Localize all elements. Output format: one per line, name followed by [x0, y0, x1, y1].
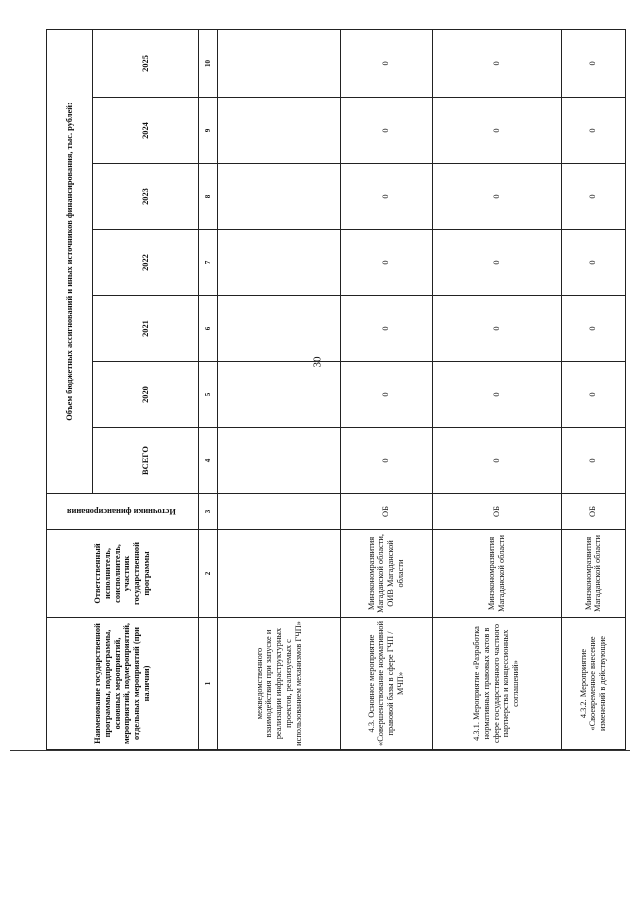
- row-source: ОБ: [432, 494, 561, 530]
- row-responsible: Минэкономразвития Магаданской области: [432, 530, 561, 618]
- row-value: 0: [561, 164, 626, 230]
- col-number: 10: [198, 29, 218, 97]
- column-numbers-row: [198, 29, 218, 749]
- row-value: [218, 428, 340, 494]
- row-value: 0: [340, 362, 432, 428]
- table-row: [218, 29, 340, 749]
- row-value: 0: [340, 230, 432, 296]
- col-number: 9: [198, 98, 218, 164]
- header-row-group: [47, 29, 93, 749]
- row-source: [218, 494, 340, 530]
- row-name: 4.3. Основное мероприятие «Совершенствование нормативной правовой базы в сфере ГЧП / МЧП»: [340, 618, 432, 750]
- row-value: 0: [432, 230, 561, 296]
- header-year-2021: 2021: [93, 296, 199, 362]
- row-value: 0: [561, 428, 626, 494]
- header-year-2024: 2024: [93, 98, 199, 164]
- row-source: ОБ: [340, 494, 432, 530]
- row-value: 0: [432, 29, 561, 97]
- header-responsible: Ответственный исполнитель, соисполнитель, участник государственной программы: [47, 530, 199, 618]
- header-year-2020: 2020: [93, 362, 199, 428]
- row-value: 0: [432, 296, 561, 362]
- row-value: 0: [432, 428, 561, 494]
- header-source: [47, 494, 199, 530]
- page-divider: [10, 750, 630, 751]
- row-value: 0: [340, 98, 432, 164]
- row-responsible: Минэкономразвития Магаданской области: [561, 530, 626, 618]
- header-year-2023: 2023: [93, 164, 199, 230]
- row-source: ОБ: [561, 494, 626, 530]
- row-value: [218, 98, 340, 164]
- row-value: [218, 230, 340, 296]
- row-name: межведомственного взаимодействия при запуске и реализации инфраструктурных проектов, реализуемых с использованием механизмов ГЧП»: [218, 618, 340, 750]
- header-year-2022: 2022: [93, 230, 199, 296]
- col-number: 7: [198, 230, 218, 296]
- row-value: 0: [340, 428, 432, 494]
- row-name: 4.3.1. Мероприятие «Разработка нормативных правовых актов в сфере государственного частного партнерства и концессионных соглашений»: [432, 618, 561, 750]
- row-name: 4.3.2. Мероприятие «Своевременное внесение изменений в действующие: [561, 618, 626, 750]
- col-number: 1: [198, 618, 218, 750]
- table-row: [340, 29, 432, 749]
- col-number: 6: [198, 296, 218, 362]
- row-value: 0: [561, 230, 626, 296]
- row-value: 0: [432, 98, 561, 164]
- row-value: 0: [340, 296, 432, 362]
- row-value: 0: [340, 29, 432, 97]
- financing-table: [46, 29, 626, 750]
- row-value: [218, 362, 340, 428]
- row-responsible: Минэкономразвития Магаданской области, ОИВ Магаданской области: [340, 530, 432, 618]
- table-row: [561, 29, 626, 749]
- row-value: [218, 164, 340, 230]
- header-year-2025: 2025: [93, 29, 199, 97]
- col-number: 5: [198, 362, 218, 428]
- row-value: 0: [432, 362, 561, 428]
- col-number: 4: [198, 428, 218, 494]
- financing-table-container: [46, 30, 626, 750]
- table-row: [432, 29, 561, 749]
- row-value: 0: [561, 98, 626, 164]
- row-value: [218, 296, 340, 362]
- header-name: Наименование государственной программы, подпрограммы, основных мероприятий, мероприятий, подмероприятий, отдельных мероприятий (при наличии): [47, 618, 199, 750]
- row-value: 0: [432, 164, 561, 230]
- col-number: 3: [198, 494, 218, 530]
- row-value: [218, 29, 340, 97]
- row-value: 0: [561, 296, 626, 362]
- col-number: 8: [198, 164, 218, 230]
- header-year-total: ВСЕГО: [93, 428, 199, 494]
- row-value: 0: [561, 362, 626, 428]
- row-value: 0: [340, 164, 432, 230]
- header-source-label: Источники финансирования: [66, 507, 176, 517]
- col-number: 2: [198, 530, 218, 618]
- row-responsible: [218, 530, 340, 618]
- header-financing-group: Объем бюджетных ассигнований и иных источников финансирования, тыс. рублей:: [47, 29, 93, 493]
- page-number: 30: [311, 356, 324, 368]
- row-value: 0: [561, 29, 626, 97]
